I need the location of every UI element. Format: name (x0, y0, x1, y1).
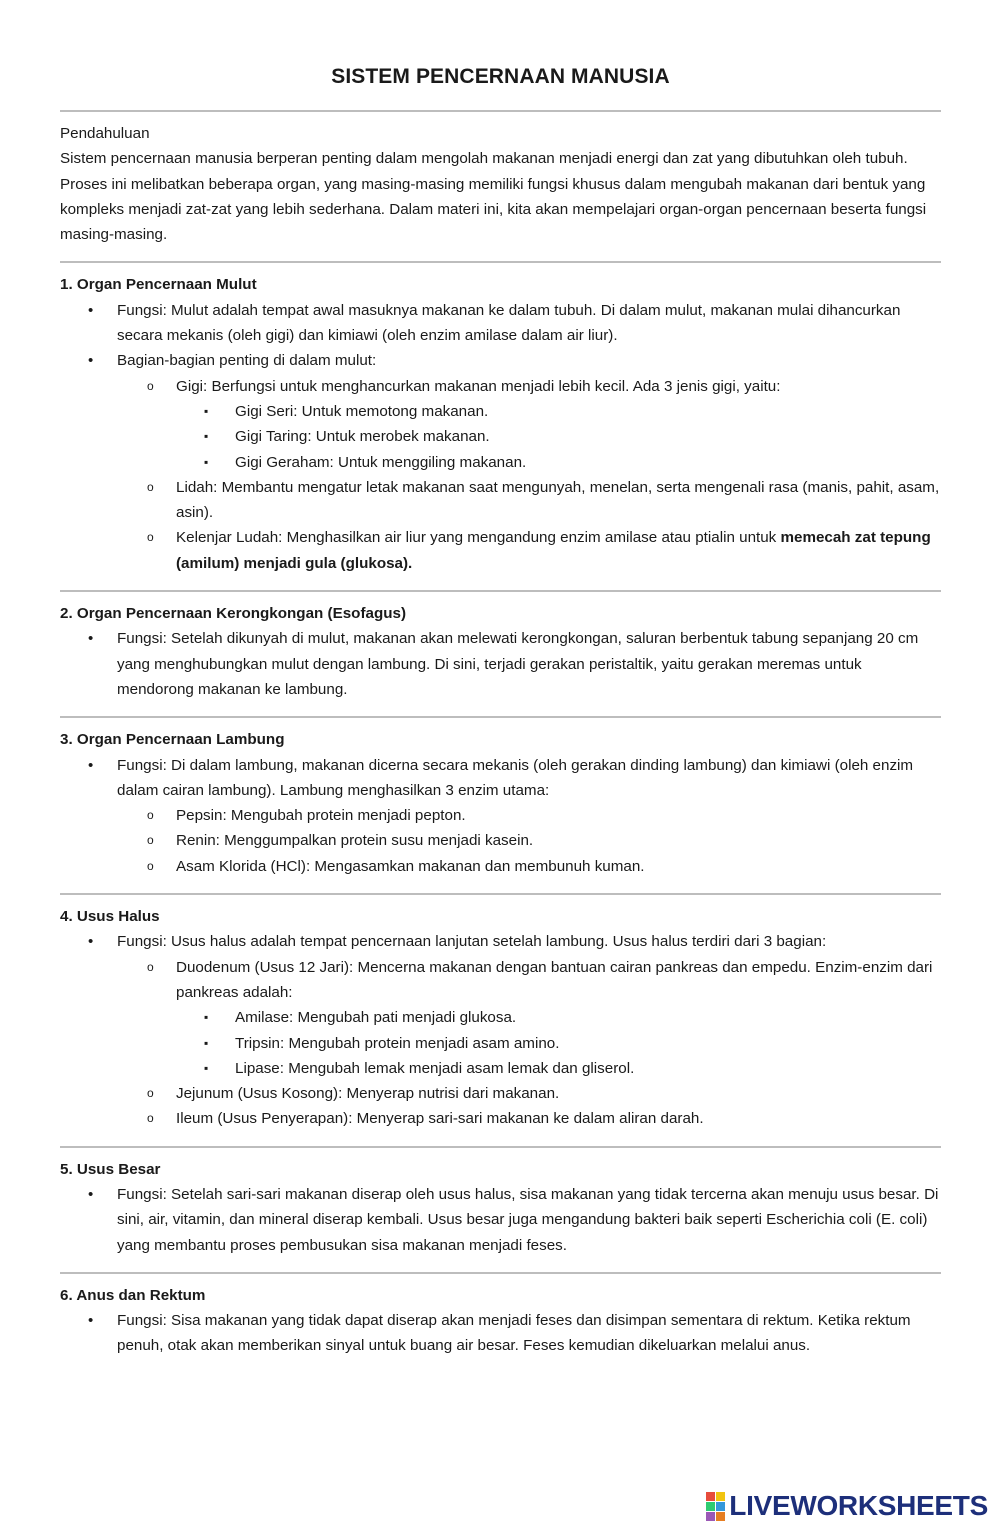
intro-text: Sistem pencernaan manusia berperan penting dalam mengolah makanan menjadi energi dan zat yang dibutuhkan oleh tubuh. Proses ini melibatkan beberapa organ, yang masing-masing memiliki fungsi khusus dalam mengubah makanan dari bentuk yang kompleks menjadi zat-zat yang lebih sederhana. Dalam materi ini, kita akan mempelajari organ-organ pencernaan beserta fungsi masing-masing. (60, 150, 927, 244)
section-usus-halus (60, 895, 941, 1146)
section-heading: 4. Usus Halus (60, 908, 160, 926)
logo-block (706, 1512, 715, 1521)
sub-item: o Ileum (Usus Penyerapan): Menyerap sari-sari makanan ke dalam aliran darah. (117, 1106, 941, 1131)
sub-item-text: Gigi: Berfungsi untuk menghancurkan makanan menjadi lebih kecil. Ada 3 jenis gigi, yaitu: (176, 377, 781, 395)
section-usus-besar (60, 1148, 941, 1272)
worksheet-page (60, 0, 941, 1373)
bullet-item (60, 753, 941, 879)
sub-item: o Renin: Menggumpalkan protein susu menjadi kasein. (117, 828, 941, 853)
intro-section (60, 112, 941, 261)
bullet-item: • Fungsi: Sisa makanan yang tidak dapat diserap akan menjadi feses dan disimpan sementara di rektum. Ketika rektum penuh, otak akan memberikan sinyal untuk buang air besar. Feses kemudian dikeluarkan melalui anus. (60, 1308, 941, 1359)
logo-block (706, 1492, 715, 1501)
sub-sub-item: ▪ Lipase: Mengubah lemak menjadi asam lemak dan gliserol. (176, 1056, 941, 1081)
section-kerongkongan (60, 592, 941, 716)
page-title: SISTEM PENCERNAAN MANUSIA (331, 65, 670, 88)
sub-item: o Asam Klorida (HCl): Mengasamkan makanan dan membunuh kuman. (117, 854, 941, 879)
sub-item-text: Duodenum (Usus 12 Jari): Mencerna makanan dengan bantuan cairan pankreas dan empedu. Enzim-enzim dari pankreas adalah: (176, 958, 933, 1001)
sub-sub-item: ▪ Gigi Seri: Untuk memotong makanan. (176, 399, 941, 424)
intro-heading: Pendahuluan (60, 125, 150, 142)
sub-item (117, 374, 941, 475)
bullet-item: • Fungsi: Setelah sari-sari makanan diserap oleh usus halus, sisa makanan yang tidak tercerna akan menuju usus besar. Di sini, air, vitamin, dan mineral diserap kembali. Usus besar juga mengandung bakteri baik seperti Escherichia coli (E. coli) yang membantu proses pembusukan sisa makanan menjadi feses. (60, 1182, 941, 1258)
sub-item-text: Kelenjar Ludah: Menghasilkan air liur yang mengandung enzim amilase atau ptialin untuk (176, 529, 781, 547)
liveworksheets-logo-icon (706, 1492, 725, 1521)
section-lambung (60, 718, 941, 893)
section-heading: 5. Usus Besar (60, 1160, 161, 1178)
logo-block (716, 1492, 725, 1501)
section-heading: 2. Organ Pencernaan Kerongkongan (Esofagus) (60, 605, 407, 623)
bullet-item: • Fungsi: Setelah dikunyah di mulut, makanan akan melewati kerongkongan, saluran berbentuk tabung sepanjang 20 cm yang menghubungkan mulut dengan lambung. Di sini, terjadi gerakan peristaltik, yaitu gerakan meremas untuk mendorong makanan ke lambung. (60, 626, 941, 702)
bullet-item (60, 348, 941, 576)
logo-block (706, 1502, 715, 1511)
watermark-text: LIVEWORKSHEETS (729, 1490, 988, 1521)
bullet-item (60, 929, 941, 1131)
sub-sub-item: ▪ Gigi Geraham: Untuk menggiling makanan. (176, 450, 941, 475)
sub-sub-item: ▪ Gigi Taring: Untuk merobek makanan. (176, 424, 941, 449)
section-anus-rektum (60, 1274, 941, 1373)
sub-item (117, 955, 941, 1081)
liveworksheets-watermark (706, 1489, 988, 1523)
section-heading: 3. Organ Pencernaan Lambung (60, 731, 285, 749)
bullet-text: Fungsi: Di dalam lambung, makanan dicerna secara mekanis (oleh gerakan dinding lambung) dan kimiawi (oleh enzim dalam cairan lambung). Lambung menghasilkan 3 enzim utama: (117, 756, 914, 799)
section-heading: 6. Anus dan Rektum (60, 1286, 206, 1304)
section-mulut (60, 263, 941, 590)
sub-sub-item: ▪ Tripsin: Mengubah protein menjadi asam amino. (176, 1031, 941, 1056)
bullet-text: Fungsi: Usus halus adalah tempat pencernaan lanjutan setelah lambung. Usus halus terdiri dari 3 bagian: (117, 933, 827, 951)
emphasis-text: memecah zat tepung (amilum) menjadi gula (glukosa). (176, 529, 931, 572)
bullet-item: • Fungsi: Mulut adalah tempat awal masuknya makanan ke dalam tubuh. Di dalam mulut, makanan mulai dihancurkan secara mekanis (oleh gigi) dan kimiawi (oleh enzim amilase dalam air liur). (60, 298, 941, 349)
logo-block (716, 1502, 725, 1511)
logo-block (716, 1512, 725, 1521)
sub-item: o Jejunum (Usus Kosong): Menyerap nutrisi dari makanan. (117, 1081, 941, 1106)
bullet-text: Bagian-bagian penting di dalam mulut: (117, 352, 377, 370)
sub-item: o Pepsin: Mengubah protein menjadi pepton. (117, 803, 941, 828)
sub-item: o Lidah: Membantu mengatur letak makanan saat mengunyah, menelan, serta mengenali rasa (manis, pahit, asam, asin). (117, 475, 941, 526)
sub-sub-item: ▪ Amilase: Mengubah pati menjadi glukosa. (176, 1005, 941, 1030)
sub-item (117, 525, 941, 576)
section-heading: 1. Organ Pencernaan Mulut (60, 276, 257, 294)
